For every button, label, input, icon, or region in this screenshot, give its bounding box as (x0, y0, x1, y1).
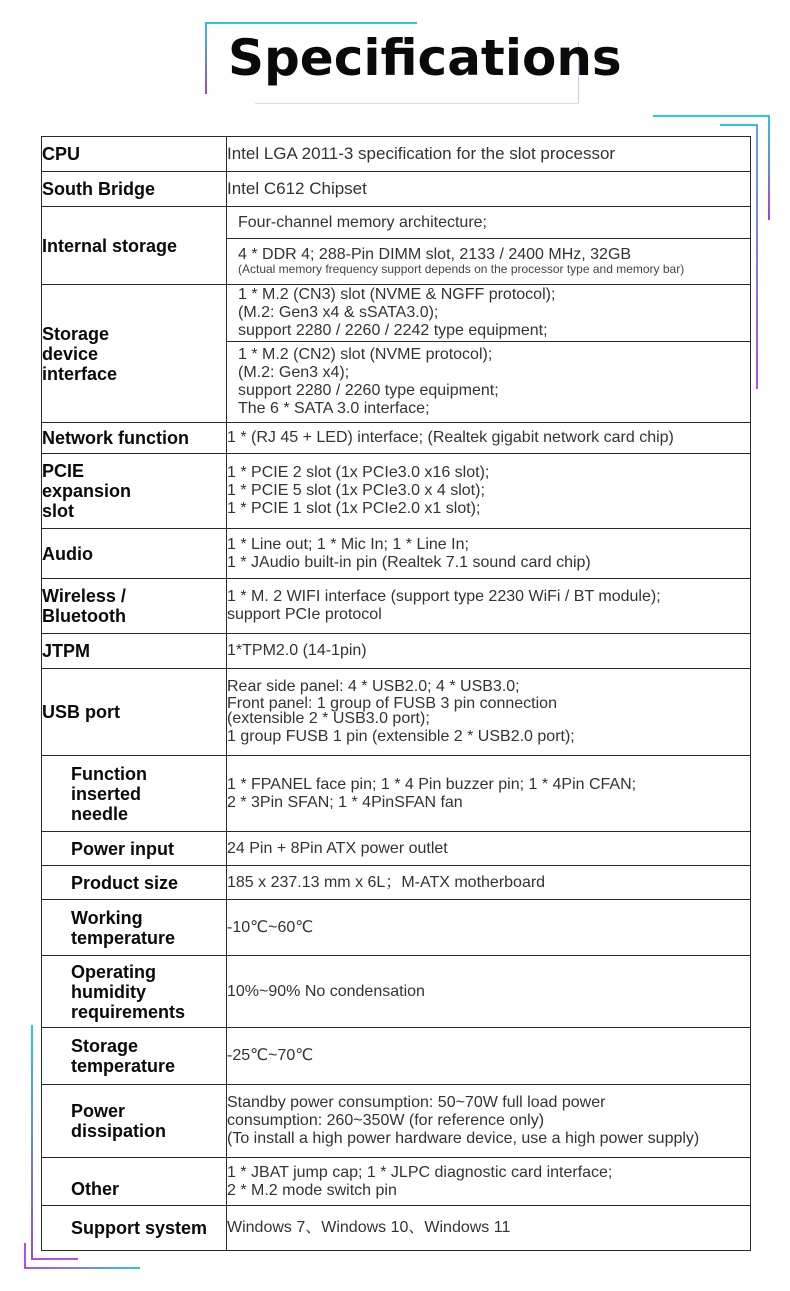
spec-value: 1 * JBAT jump cap; 1 * JLPC diagnostic card interface; 2 * M.2 mode switch pin (227, 1158, 751, 1206)
spec-value: 1 * FPANEL face pin; 1 * 4 Pin buzzer pin; 1 * 4Pin CFAN; 2 * 3Pin SFAN; 1 * 4PinSFAN fan (227, 756, 751, 832)
corner-line-bl-1 (31, 1025, 33, 1260)
spec-value-segment: 1 * M.2 (CN2) slot (NVME protocol); (M.2: Gen3 x4); support 2280 / 2260 type equipment; The 6 * SATA 3.0 interface; (227, 341, 750, 422)
spec-value: Standby power consumption: 50~70W full load power consumption: 260~350W (for reference only) (To install a high power hardware device, use a high power supply) (227, 1085, 751, 1158)
spec-value: Intel C612 Chipset (227, 172, 751, 207)
spec-row-operating-humidity (42, 956, 751, 1028)
spec-row-cpu (42, 137, 751, 172)
spec-label: Support system (42, 1206, 227, 1251)
spec-label: Operating humidity requirements (42, 956, 227, 1028)
spec-row-jtpm (42, 634, 751, 669)
spec-value (227, 207, 751, 285)
spec-label: Storage device interface (42, 285, 227, 423)
spec-row-power-input (42, 832, 751, 866)
spec-label: JTPM (42, 634, 227, 669)
spec-note: (Actual memory frequency support depends on the processor type and memory bar) (238, 262, 685, 276)
spec-value: -10℃~60℃ (227, 900, 751, 956)
spec-row-function-inserted-needle (42, 756, 751, 832)
spec-label: USB port (42, 669, 227, 756)
spec-value: 1*TPM2.0 (14-1pin) (227, 634, 751, 669)
corner-line-bl-2 (31, 1258, 78, 1260)
spec-row-pcie-expansion-slot (42, 454, 751, 529)
spec-label: Storage temperature (42, 1028, 227, 1085)
page-title: Specifications (228, 29, 622, 87)
title-frame-bottom (255, 103, 579, 104)
spec-value-segment: 4 * DDR 4; 288-Pin DIMM slot, 2133 / 2400 MHz, 32GB (Actual memory frequency support depends on the processor type and memory bar) (227, 238, 750, 284)
spec-row-wireless-bluetooth (42, 579, 751, 634)
spec-label: Power dissipation (42, 1085, 227, 1158)
spec-value-segment: Four-channel memory architecture; (238, 213, 487, 231)
spec-value: 1 * Line out; 1 * Mic In; 1 * Line In; 1 * JAudio built-in pin (Realtek 7.1 sound card chip) (227, 529, 751, 579)
spec-row-storage-device-interface (42, 285, 751, 423)
spec-value: 1 * M. 2 WIFI interface (support type 2230 WiFi / BT module); support PCIe protocol (227, 579, 751, 634)
spec-row-power-dissipation (42, 1085, 751, 1158)
spec-label: Function inserted needle (42, 756, 227, 832)
corner-line-tr-4 (756, 124, 758, 389)
spec-row-usb-port (42, 669, 751, 756)
spec-row-other (42, 1158, 751, 1206)
spec-row-internal-storage (42, 207, 751, 285)
spec-label: Wireless / Bluetooth (42, 579, 227, 634)
spec-value: 1 * PCIE 2 slot (1x PCIe3.0 x16 slot); 1 * PCIE 5 slot (1x PCIe3.0 x 4 slot); 1 * PCIE 1 slot (1x PCIe2.0 x1 slot); (227, 454, 751, 529)
corner-line-bl-4 (24, 1267, 140, 1269)
spec-label: CPU (42, 137, 227, 172)
corner-line-tr-3 (720, 124, 758, 126)
spec-label: South Bridge (42, 172, 227, 207)
title-frame-top (205, 22, 417, 24)
spec-value: 24 Pin + 8Pin ATX power outlet (227, 832, 751, 866)
spec-row-network-function (42, 423, 751, 454)
title-frame-left (205, 22, 207, 94)
corner-line-tr-1 (653, 115, 770, 117)
spec-row-product-size (42, 866, 751, 900)
spec-value-segment: 1 * M.2 (CN3) slot (NVME & NGFF protocol); (M.2: Gen3 x4 & sSATA3.0); support 2280 / 2260 / 2242 type equipment; (238, 286, 556, 339)
spec-value: Windows 7、Windows 10、Windows 11 (227, 1206, 751, 1251)
spec-label: Other (42, 1158, 227, 1206)
spec-value: 1 * (RJ 45 + LED) interface; (Realtek gigabit network card chip) (227, 423, 751, 454)
spec-row-support-system (42, 1206, 751, 1251)
spec-value: 185 x 237.13 mm x 6L；M-ATX motherboard (227, 866, 751, 900)
spec-label: Working temperature (42, 900, 227, 956)
spec-row-audio (42, 529, 751, 579)
spec-label: PCIE expansion slot (42, 454, 227, 529)
spec-value: 10%~90% No condensation (227, 956, 751, 1028)
spec-value (227, 285, 751, 423)
spec-label: Power input (42, 832, 227, 866)
specifications-table (41, 136, 751, 1251)
spec-value: Intel LGA 2011-3 specification for the slot processor (227, 137, 751, 172)
corner-line-tr-2 (768, 115, 770, 220)
spec-label: Internal storage (42, 207, 227, 285)
spec-label: Audio (42, 529, 227, 579)
spec-row-south-bridge (42, 172, 751, 207)
spec-label: Network function (42, 423, 227, 454)
spec-row-working-temperature (42, 900, 751, 956)
spec-value: -25℃~70℃ (227, 1028, 751, 1085)
corner-line-bl-3 (24, 1243, 26, 1269)
spec-row-storage-temperature (42, 1028, 751, 1085)
spec-value: Rear side panel: 4 * USB2.0; 4 * USB3.0; Front panel: 1 group of FUSB 3 pin connection (extensible 2 * USB3.0 port); 1 group FUSB 1 pin (extensible 2 * USB2.0 port); (227, 669, 751, 756)
spec-label: Product size (42, 866, 227, 900)
